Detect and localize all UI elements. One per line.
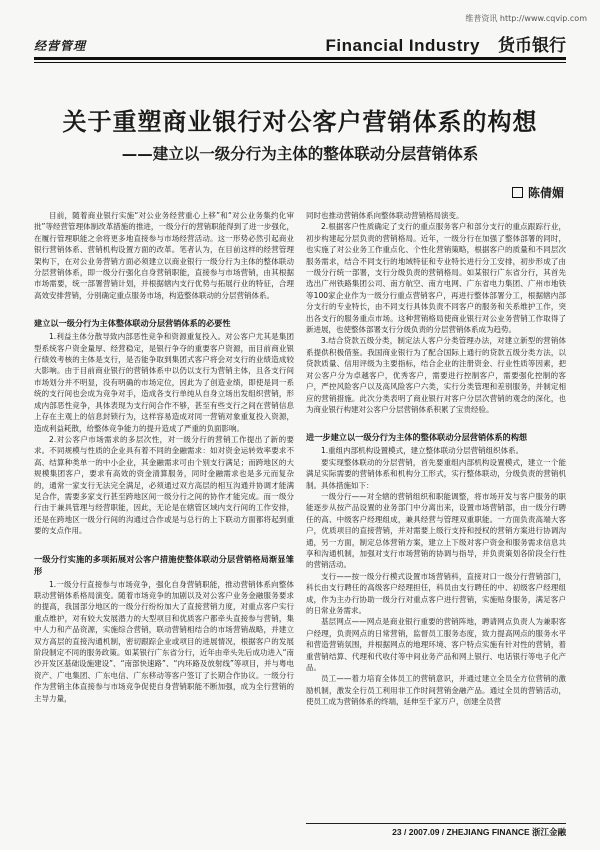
section-heading: 进一步建立以一级分行为主体的整体联动分层营销体系的构想 xyxy=(306,432,528,443)
body-paragraph: 2.对公客户市场需求的多层次性，对一级分行的营销工作提出了新的要求。不同规模与性质的企业具有着不同的金融需求：如对资金运转效率要求不高、结算种类单一的中小企业，其金融需求可由个别支行满足；而跨地区的大规模集团客户，要求有高效的资金清算服务，同时金融需求也是多元而复杂的，通常一家支行无法完全满足，必须通过双方高层的相互沟通并协调才能满足合作，需要多家支行甚至跨地区间一级分行之间的协作才能完成。而一级分行由于兼具管理与经营职能，因此，无论是在辖管区域内支行间的工作安排，还是在跨地区一级分行间的沟通过合作或是与总行的上下联动方面都将起到重要的支点作用。 xyxy=(34,434,294,536)
intro-paragraph: 目前，随着商业银行实施“对公业务经营重心上移”和“对公业务集约化审批”等经营管理体制改革措施的推进，一级分行的营销职能得到了进一步强化，在履行管理职能之余将更多地直接参与市场经营活动。这一形势必然引起商业银行营销体系、营销机构设置方面的改革。笔者认为，在目前这样的经营管理架构下，在对公业务营销方面必须建立以商业银行一级分行为主体的整体联动分层营销体系，即一级分行强化自身营销职能，直接参与市场营销，由其根据市场需要，统一部署营销计划，并根据辖内支行优势与拓展行业的特征，合理高效安排营销，分别确定重点服务市场，构造整体联动的分层营销体系。 xyxy=(34,211,294,300)
body-paragraph: 1.重组内部机构设置模式，建立整体联动分层营销组织体系。 xyxy=(321,446,524,456)
watermark: 维普资讯 http://www.cqvip.com xyxy=(465,14,587,23)
footer-rule xyxy=(306,823,566,824)
body-paragraph: 同时也推动营销体系向整体联动营销格局演变。 xyxy=(306,211,464,220)
left-column xyxy=(34,210,294,825)
body-paragraph: 基层网点——网点是商业银行重要的营销阵地，聘请网点负责人为兼职客户经理，负责网点的日常营销，监督员工服务态度，致力提高网点的服务水平和营造营销氛围，并根据网点的地理环境、客户特点实施有针对性的营销，着重营销结算、代理和代收付等中间业务产品和网上银行、电话银行等电子化产品。 xyxy=(306,617,566,673)
body-paragraph: 支行——按一级分行模式设置市场营销科，直接对口一级分行营销部门，科长由支行聘任的高级客户经理担任，科员由支行聘任的中、初级客户经理组成，作为主办行协助一级分行对重点客户进行营销，实施贴身服务，满足客户的日常业务需求。 xyxy=(306,571,566,615)
body-paragraph: 一级分行——对全辖的营销组织和职能调整，将市场开发与客户服务的职能逐步从按产品设置的业务部门中分离出来，设置市场营销部，由一级分行聘任的高、中级客户经理组成，兼具经营与管理双重职能。一方面负责高端大客户，优质项目的直接营销，并对需要上级行支持和授权的营销方案进行协调沟通，另一方面，制定总体营销方案，建立上下级对客户资金和服务需求信息共享和沟通机制，加强对支行市场营销的协调与指导，并负责策划各阶段全行性的营销活动。 xyxy=(306,491,566,570)
page-header xyxy=(34,34,566,56)
article-subtitle: ——建立以一级分行为主体的整体联动分层营销体系 xyxy=(121,145,479,163)
section-heading: 建立以一级分行为主体整体联动分层营销体系的必要性 xyxy=(34,318,231,329)
right-column xyxy=(306,210,566,825)
author-box-icon xyxy=(512,187,523,198)
article-title: 关于重塑商业银行对公客户营销体系的构想 xyxy=(62,108,538,136)
body-paragraph: 2.根据客户性质确定了支行的重点服务客户和部分支行的重点跟踪行业，初步构建起分层负责的营销格局。近年，一级分行在加强了整体部署的同时，也实施了对公业务工作重点化、个性化营销策略，根据客户的质量和不同层次服务需求，结合不同支行的地域特征和专业特长进行分工安排，初步形成了由一级分行统一部署，支行分级负责的营销格局。如某银行广东省分行，其首先选出广州铁路集团公司、南方航空、南方电网、广东省电力集团、广州市地铁等100家企业作为一级分行重点营销客户，再进行整体部署分工，根据辖内部分支行的专业特长，由不同支行具体负责不同客户的服务和关系维护工作，突出各支行的服务重点市场。这种营销格局使商业银行对公业务营销工作取得了新进展，也使整体部署支行分级负责的分层营销体系成为趋势。 xyxy=(306,222,566,335)
page-footer: 23 / 2007.09 / ZHEJIANG FINANCE 浙江金融 xyxy=(392,827,566,837)
body-paragraph: 要实现整体联动的分层营销，首先要重组内部机构设置模式，建立一个能满足实际需要的营销体系和机构分工形式，实行整体联动，分级负责的营销机制。具体措施如下： xyxy=(306,457,566,490)
author-line xyxy=(512,184,564,201)
author-name: 陈倩媚 xyxy=(527,186,564,200)
journal-name-en: Financial Industry xyxy=(325,36,480,55)
section-label: 经营管理 xyxy=(34,39,87,53)
section-heading: 一级分行实施的多项拓展对公客户措施使整体联动分层营销格局渐显雏形 xyxy=(34,553,294,576)
body-paragraph: 1.利益主体分散导致内部恶性竞争和资源重复投入。对公客户尤其是集团型系统客户资金量厚、经营稳定，是银行争夺的重要客户资源，而目前商业银行绩效考核的主体是支行，是否能争取到集团式客户将会对支行的业绩造成较大影响。由于目前商业银行的营销体系中以仍以支行为营销主体，且各支行间市场划分并不明显，没有明确的市场定位，因此为了创造业绩，即使是同一系统的支行间也会成为竞争对手，造成各支行单纯从自身立场出发组织营销，形成内部恶性竞争，具体表现为支行间合作不够，甚至有些支行之间在营销信息上存在主观上的信息封锁行为，这样容易造成对同一营销对象重复投入资源，造成利益耗散，给整体竞争能力的提升造成了严重的负面影响。 xyxy=(34,332,294,433)
body-paragraph: 员工——着力培育全体员工的营销意识，并通过建立全员全方位营销的激励机制，激发全行员工利用非工作时间营销金融产品。通过全员的营销活动，使员工成为营销体系的终端，延伸至千家万户，创建全员营 xyxy=(306,674,566,707)
header-rule-thin xyxy=(34,62,566,63)
journal-name-cn: 货币银行 xyxy=(498,36,566,56)
body-paragraph: 3.结合贷款五级分类，制定法人客户分类管理办法，对建立新型的营销体系提供积极借鉴。我国商业银行为了配合国际上通行的贷款五级分类方法，以贷款质量、信用评级为主要指标，结合企业的注册资金、行业性质等因素，把对公客户分为卓越客户，优秀客户，需要进行控制客户，需要强化控制的客户，严控风险客户以及高风险客户六类，实行分类管理和差别服务，并制定相应的营销措施。此次分类表明了商业银行对客户分层次营销的观念的深化，也为商业银行构建对公客户分层营销体系积累了宝贵经验。 xyxy=(306,336,566,414)
header-rule xyxy=(34,57,566,60)
body-paragraph: 1.一级分行直接参与市场竞争，强化自身营销职能，推动营销体系向整体联动营销体系格局演变。随着市场竞争的加剧以及对公客户业务金融服务要求的提高，我国部分地区的一级分行纷纷加大了直接营销力度，对重点客户实行重点维护，对有较大发展潜力的大型项目和优质客户都牵头直接参与营销，集中人力和产品资源，实施综合营销，联动营销相结合的市场营销战略，并建立双方高层的直接沟通机制，密切跟踪企业或项目的进展情况，根据客户的发展阶段制定不同的服务政策。如某银行广东省分行，近年由牵头先后成功进入“南沙开发区基础设施建设”、“南部快速路”、“内环路及放射线”等项目，并与粤电资产、广电集团、广东电信、广东移动等客户签订了长期合作协议。一级分行作为营销主体直接参与市场竞争促使自身营销职能不断加强，成为全行营销的主导力量， xyxy=(34,579,294,703)
